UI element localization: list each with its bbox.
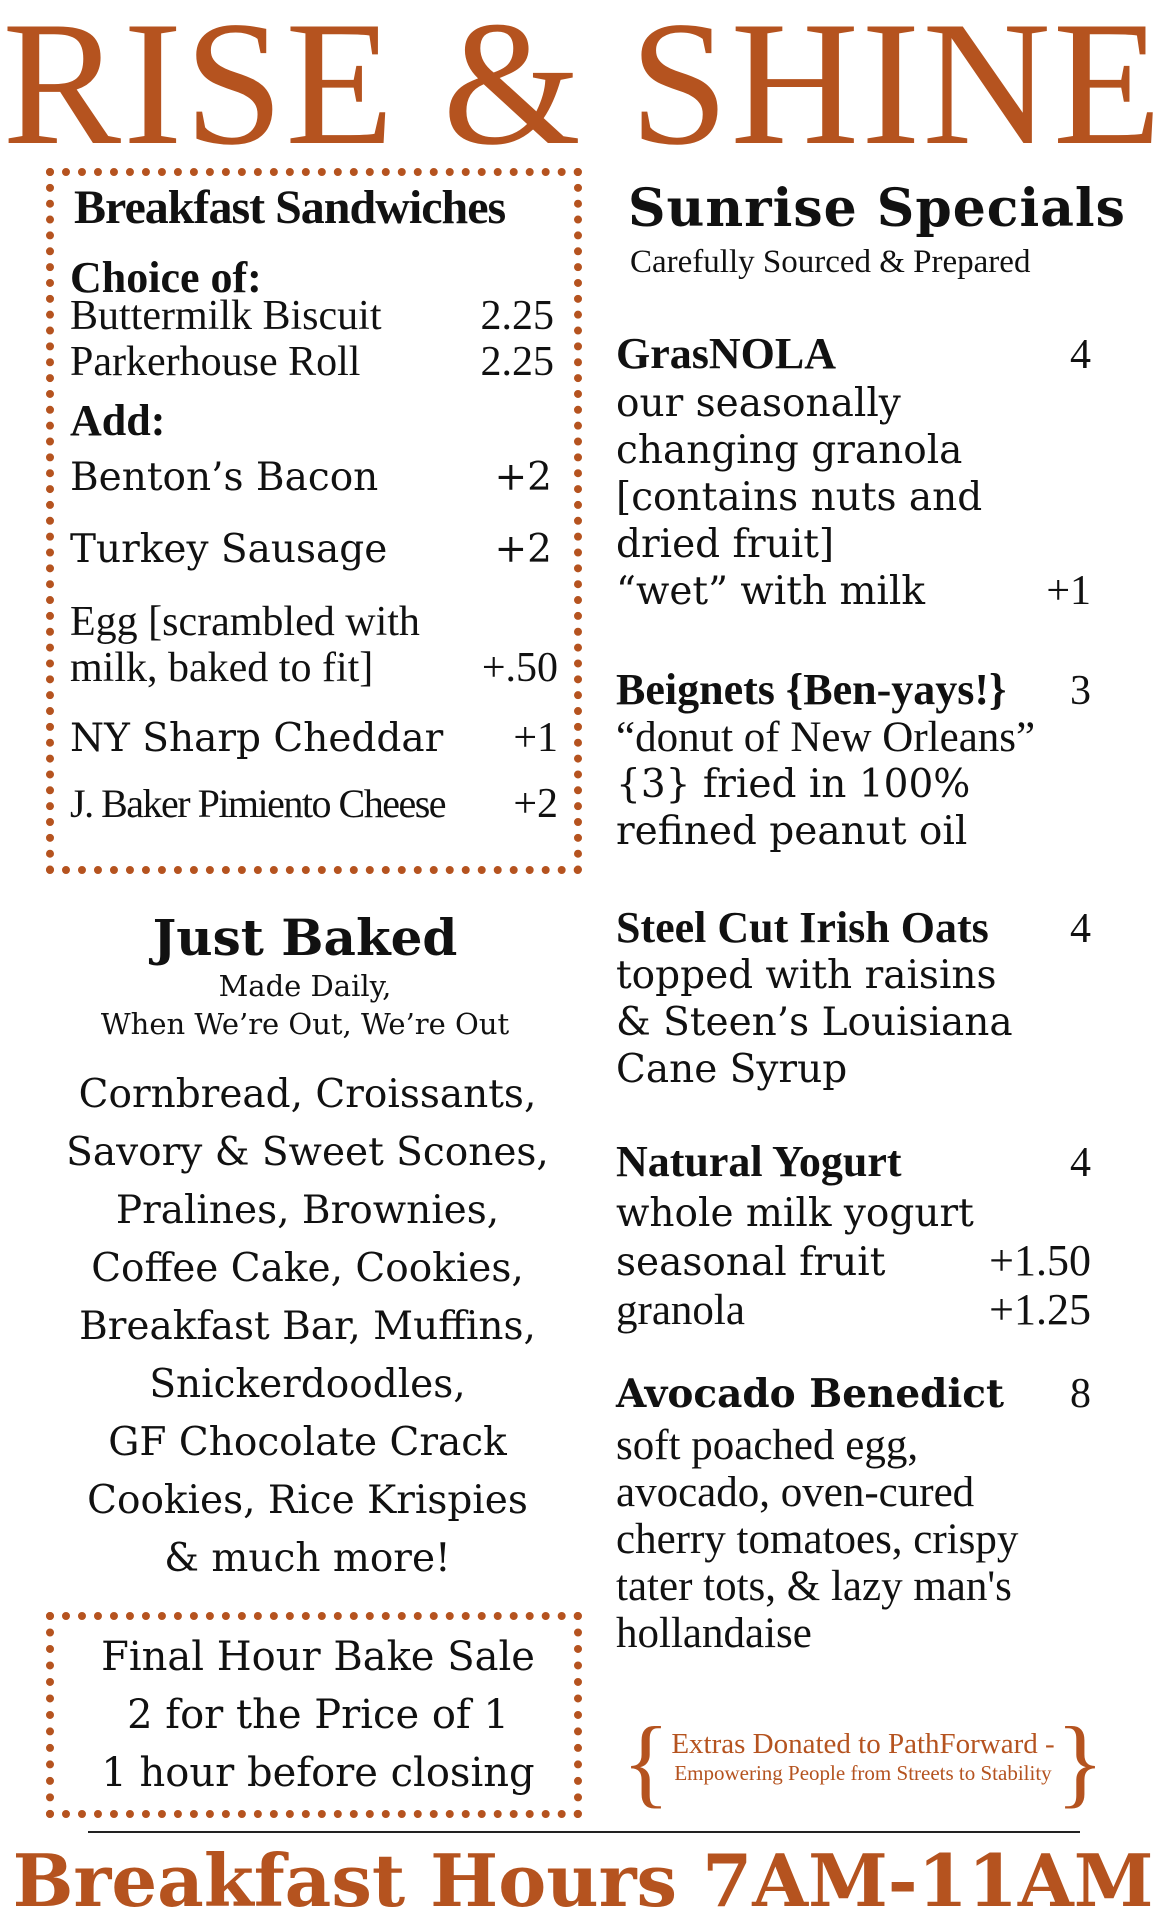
list-item: & much more! xyxy=(164,1536,451,1581)
special-desc xyxy=(616,380,1091,615)
extra-row xyxy=(616,1286,1091,1334)
addon-name: Turkey Sausage xyxy=(70,527,388,572)
list-item: Pralines, Brownies, xyxy=(115,1188,500,1233)
extra-price: +1.50 xyxy=(989,1236,1091,1285)
addon-name: Benton’s Bacon xyxy=(70,455,379,500)
addon-price: +2 xyxy=(494,527,552,572)
special-desc xyxy=(616,714,1091,855)
specials-subtitle: Carefully Sourced & Prepared xyxy=(630,244,1031,280)
addon-name: J. Baker Pimiento Cheese xyxy=(70,781,446,826)
sandwiches-title: Breakfast Sandwiches xyxy=(74,181,506,234)
special-item xyxy=(616,902,1091,1093)
choice-name: Buttermilk Biscuit xyxy=(70,293,382,339)
addon-price: +.50 xyxy=(481,645,558,691)
specials-title: Sunrise Specials xyxy=(628,178,1126,239)
breakfast-hours: Breakfast Hours 7AM-11AM xyxy=(12,1838,1154,1923)
special-item xyxy=(616,664,1091,855)
choices-list xyxy=(70,292,560,384)
just-baked-title: Just Baked xyxy=(152,908,458,967)
desc-line: Cane Syrup xyxy=(616,1047,848,1092)
extra-price: +1 xyxy=(1046,568,1091,614)
bake-sale-line1: Final Hour Bake Sale xyxy=(101,1634,535,1680)
bake-sale-line3: 1 hour before closing xyxy=(101,1750,535,1796)
donation-note xyxy=(622,1706,1104,1817)
desc-line: topped with raisins xyxy=(616,953,997,998)
addon-item xyxy=(70,599,560,714)
addon-name-cont: milk, baked to fit] xyxy=(70,645,374,691)
extra-label: granola xyxy=(616,1287,745,1334)
special-price: 8 xyxy=(1070,1371,1091,1417)
addon-item xyxy=(70,455,560,527)
extra-row xyxy=(616,1237,1091,1286)
desc-line: “donut of New Orleans” xyxy=(616,714,1036,761)
special-item xyxy=(616,1136,1091,1334)
special-price: 4 xyxy=(1070,332,1091,378)
just-baked-subtitle-line2: When We’re Out, We’re Out xyxy=(100,1006,510,1041)
desc-line: {3} fried in 100% xyxy=(616,762,971,807)
choice-name: Parkerhouse Roll xyxy=(70,339,361,385)
choice-item xyxy=(70,338,560,384)
choice-price: 2.25 xyxy=(480,339,554,385)
addon-price: +2 xyxy=(513,781,558,827)
donation-line1: Extras Donated to PathForward - xyxy=(671,1728,1055,1760)
addon-name: Egg [scrambled with xyxy=(70,599,420,645)
addon-item xyxy=(70,714,560,780)
desc-line: [contains nuts and xyxy=(616,475,983,520)
add-label: Add: xyxy=(70,396,166,445)
desc-line: hollandaise xyxy=(616,1610,812,1657)
just-baked-subtitle xyxy=(30,968,580,1043)
addons-list xyxy=(70,455,560,840)
addon-price: +2 xyxy=(494,455,552,500)
addon-price: +1 xyxy=(513,715,558,761)
special-desc xyxy=(616,952,1091,1093)
list-item: Snickerdoodles, xyxy=(149,1362,466,1407)
desc-line: tater tots, & lazy man's xyxy=(616,1563,1012,1610)
special-price: 4 xyxy=(1070,1140,1091,1186)
special-price: 3 xyxy=(1070,668,1091,714)
desc-line: & Steen’s Louisiana xyxy=(616,1000,1013,1045)
desc-line: refined peanut oil xyxy=(616,809,968,854)
special-name: GrasNOLA xyxy=(616,329,836,378)
special-price: 4 xyxy=(1070,906,1091,952)
extra-label: “wet” with milk xyxy=(616,569,926,614)
list-item: Cookies, Rice Krispies xyxy=(87,1478,528,1523)
special-name: Beignets {Ben-yays!} xyxy=(616,665,1007,714)
just-baked-subtitle-line1: Made Daily, xyxy=(218,969,392,1003)
just-baked-list xyxy=(30,1066,585,1588)
donation-line2: Empowering People from Streets to Stability xyxy=(674,1761,1052,1785)
choice-item xyxy=(70,292,560,338)
bake-sale-line2: 2 for the Price of 1 xyxy=(127,1692,509,1738)
extra-price: +1.25 xyxy=(989,1285,1091,1334)
special-name: Avocado Benedict xyxy=(616,1371,1005,1417)
choice-label: Choice of: xyxy=(70,253,262,302)
bake-sale-text xyxy=(54,1628,582,1802)
list-item: Savory & Sweet Scones, xyxy=(66,1130,549,1175)
desc-line: avocado, oven-cured xyxy=(616,1469,975,1516)
list-item: GF Chocolate Crack xyxy=(108,1420,507,1465)
footer-divider xyxy=(88,1831,1080,1833)
desc-line: changing granola xyxy=(616,428,963,473)
special-item xyxy=(616,1370,1091,1657)
desc-line: cherry tomatoes, crispy xyxy=(616,1516,1019,1563)
list-item: Coffee Cake, Cookies, xyxy=(91,1246,524,1291)
desc-line: our seasonally xyxy=(616,381,901,426)
special-name: Natural Yogurt xyxy=(616,1137,902,1186)
addon-item xyxy=(70,780,560,840)
list-item: Breakfast Bar, Muffins, xyxy=(79,1304,536,1349)
desc-line: soft poached egg, xyxy=(616,1422,919,1469)
menu-title: RISE & SHINE xyxy=(2,0,1164,182)
special-desc xyxy=(616,1190,1091,1334)
left-brace-icon: { xyxy=(622,1706,670,1817)
special-item xyxy=(616,328,1091,615)
special-desc xyxy=(616,1422,1091,1657)
special-name: Steel Cut Irish Oats xyxy=(616,903,989,952)
addon-item xyxy=(70,527,560,599)
addon-name: NY Sharp Cheddar xyxy=(70,716,444,761)
right-brace-icon: } xyxy=(1056,1706,1104,1817)
choice-price: 2.25 xyxy=(480,293,554,339)
list-item: Cornbread, Croissants, xyxy=(78,1072,537,1117)
desc-line: whole milk yogurt xyxy=(616,1191,974,1236)
extra-label: seasonal fruit xyxy=(616,1240,886,1285)
desc-line: dried fruit] xyxy=(616,522,835,567)
